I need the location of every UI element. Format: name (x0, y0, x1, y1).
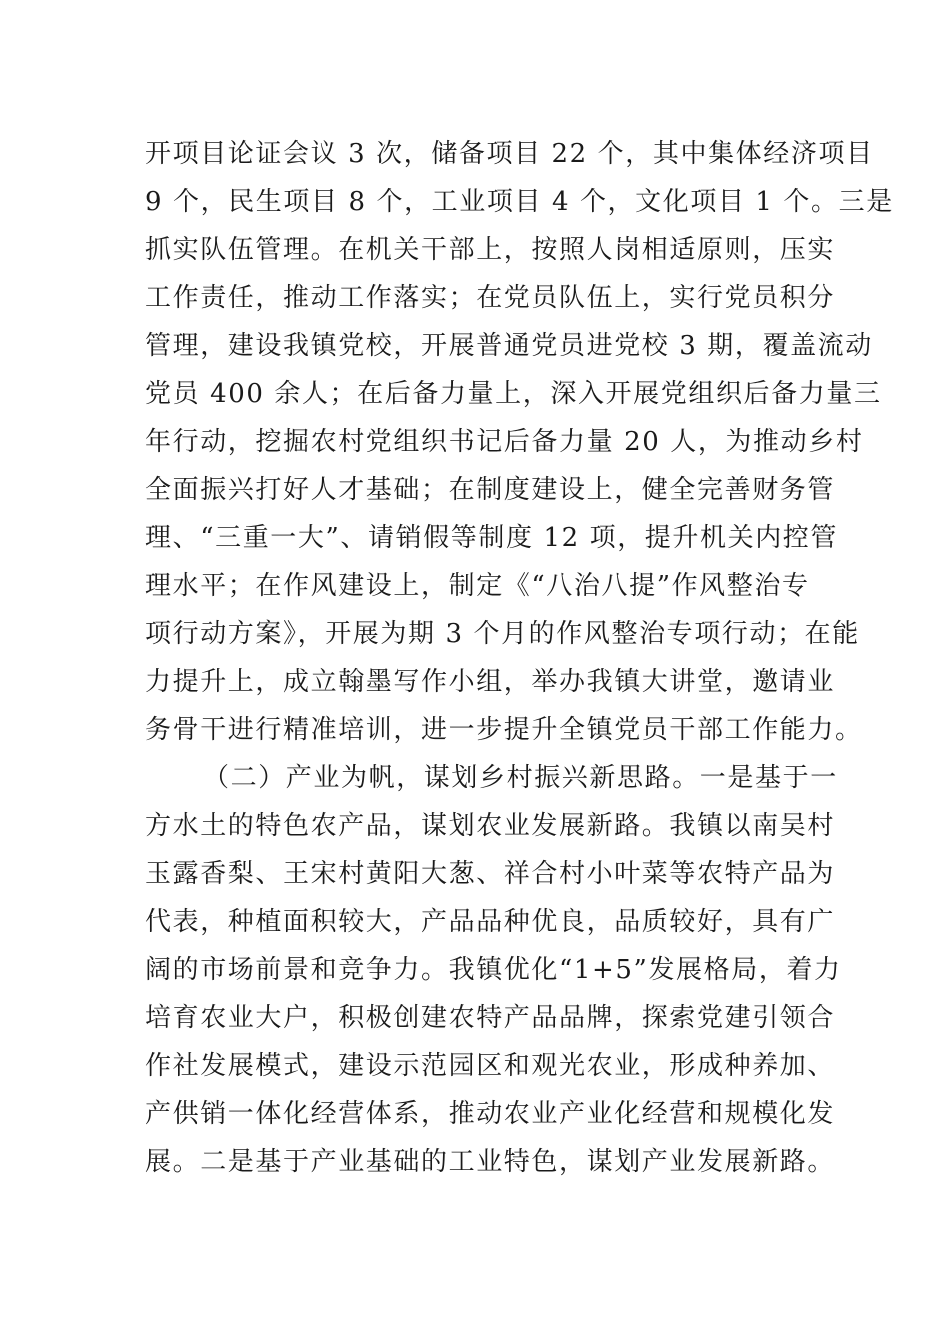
text-line: 抓实队伍管理。在机关干部上，按照人岗相适原则，压实 (145, 235, 836, 265)
text-line: 作社发展模式，建设示范园区和观光农业，形成种养加、 (145, 1051, 836, 1081)
text-line: 培育农业大户，积极创建农特产品品牌，探索党建引领合 (145, 1003, 836, 1033)
text-line: 开项目论证会议 3 次，储备项目 22 个，其中集体经济项目 (145, 139, 874, 169)
text-line: 年行动，挖掘农村党组织书记后备力量 20 人，为推动乡村 (145, 427, 864, 457)
text-line: 党员 400 余人；在后备力量上，深入开展党组织后备力量三 (145, 379, 882, 409)
text-line: 项行动方案》，开展为期 3 个月的作风整治专项行动；在能 (145, 619, 860, 649)
text-line: 工作责任，推动工作落实；在党员队伍上，实行党员积分 (145, 283, 836, 313)
text-line: 务骨干进行精准培训，进一步提升全镇党员干部工作能力。 (145, 715, 863, 745)
text-line: 理水平；在作风建设上，制定《“八治八提”作风整治专 (145, 571, 810, 601)
text-line: 力提升上，成立翰墨写作小组，举办我镇大讲堂，邀请业 (145, 667, 836, 697)
text-line: 9 个，民生项目 8 个，工业项目 4 个，文化项目 1 个。三是 (145, 187, 894, 217)
text-line: 产供销一体化经营体系，推动农业产业化经营和规模化发 (145, 1099, 836, 1129)
text-line: 代表，种植面积较大，产品品种优良，品质较好，具有广 (145, 907, 836, 937)
text-line: 方水土的特色农产品，谋划农业发展新路。我镇以南吴村 (145, 811, 836, 841)
text-line: 理、“三重一大”、请销假等制度 12 项，提升机关内控管 (145, 523, 838, 553)
text-line: 阔的市场前景和竞争力。我镇优化“1+5”发展格局，着力 (145, 955, 842, 985)
section-heading-line: （二）产业为帆，谋划乡村振兴新思路。一是基于一 (203, 763, 838, 793)
text-line: 管理，建设我镇党校，开展普通党员进党校 3 期，覆盖流动 (145, 331, 873, 361)
text-line: 展。二是基于产业基础的工业特色，谋划产业发展新路。 (145, 1147, 836, 1177)
body-text (145, 130, 894, 1186)
text-line: 全面振兴打好人才基础；在制度建设上，健全完善财务管 (145, 475, 836, 505)
text-line: 玉露香梨、王宋村黄阳大葱、祥合村小叶菜等农特产品为 (145, 859, 836, 889)
